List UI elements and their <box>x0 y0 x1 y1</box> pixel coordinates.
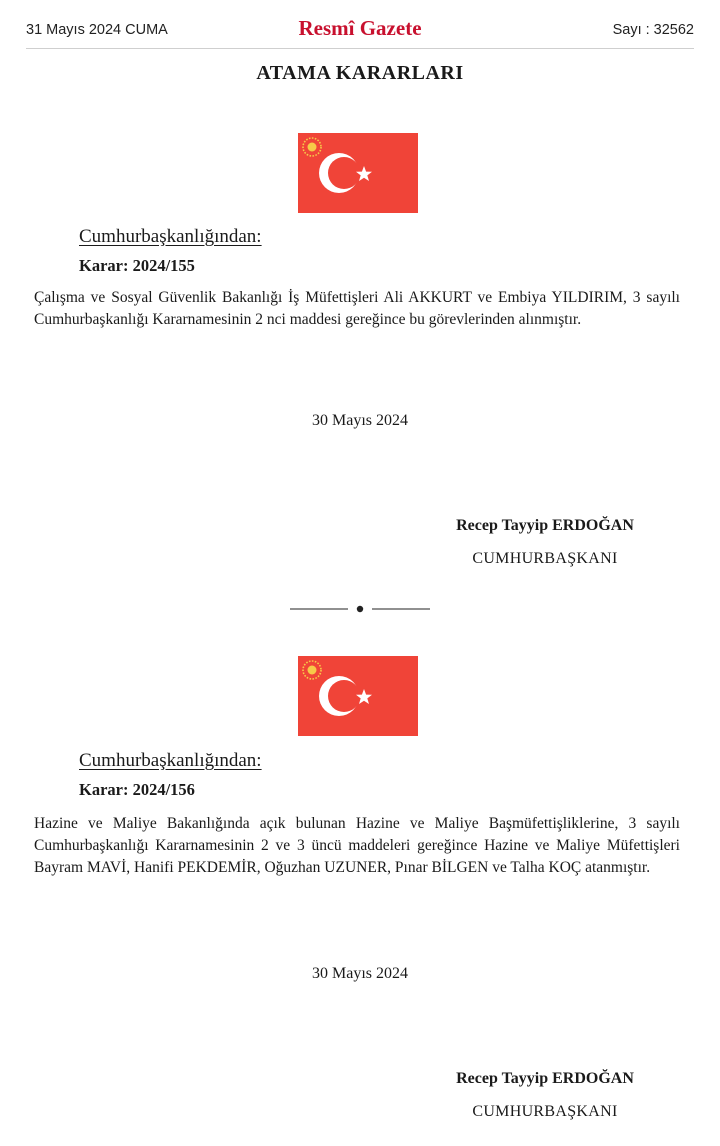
decree-date: 30 Mayıs 2024 <box>312 412 408 429</box>
turkish-flag-icon <box>298 656 418 736</box>
decree-heading: Cumhurbaşkanlığından: <box>79 750 262 771</box>
turkish-flag-icon <box>298 133 418 213</box>
gazette-header <box>26 14 694 49</box>
decree-text: Çalışma ve Sosyal Güvenlik Bakanlığı İş Müfettişleri Ali AKKURT ve Embiya YILDIRIM, 3 sayılı Cumhurbaşkanlığı Kararnamesinin 2 nci maddesi gereğince bu görevlerinden alınmıştır. <box>34 289 680 328</box>
section-title: ATAMA KARARLARI <box>256 62 464 84</box>
signer-name: Recep Tayyip ERDOĞAN <box>456 1070 634 1087</box>
decree-text: Hazine ve Maliye Bakanlığında açık bulunan Hazine ve Maliye Başmüfettişliklerine, 3 sayılı Cumhurbaşkanlığı Kararnamesinin 2 ve 3 üncü maddeleri gereğince Hazine ve Maliye Müfettişleri Bayram MAVİ, Hanifi PEKDEMİR, Oğuzhan UZUNER, Pınar BİLGEN ve Talha KOÇ atanmıştır. <box>34 815 680 876</box>
gazette-title: Resmî Gazete <box>298 16 422 40</box>
decision-number: Karar: 2024/156 <box>79 780 195 799</box>
issue-date: 31 Mayıs 2024 CUMA <box>26 22 168 38</box>
decree-date: 30 Mayıs 2024 <box>312 965 408 982</box>
bullet-divider <box>290 599 430 619</box>
issue-number: Sayı : 32562 <box>612 22 694 38</box>
decree-heading: Cumhurbaşkanlığından: <box>79 226 262 247</box>
decision-number: Karar: 2024/155 <box>79 256 195 275</box>
signer-name: Recep Tayyip ERDOĞAN <box>456 517 634 534</box>
signer-office: CUMHURBAŞKANI <box>472 550 618 567</box>
signer-office: CUMHURBAŞKANI <box>472 1103 618 1120</box>
